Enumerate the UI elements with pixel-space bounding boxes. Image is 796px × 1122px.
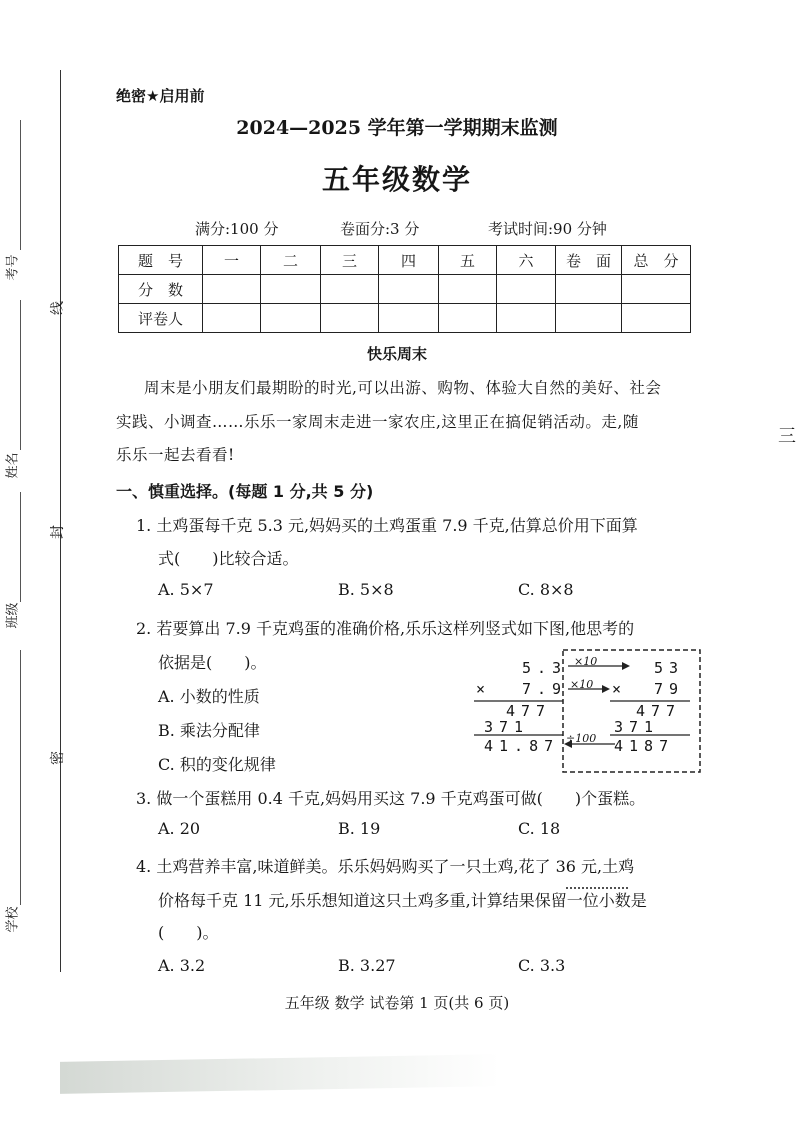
score-cell[interactable] <box>439 275 497 304</box>
q3-option-a[interactable]: A. 20 <box>158 819 201 838</box>
q1-option-b[interactable]: B. 5×8 <box>338 580 394 599</box>
arrow-head-1 <box>622 662 630 670</box>
score-cell[interactable] <box>622 275 691 304</box>
score-row <box>119 275 691 304</box>
calc-left-product: 41.87 <box>484 737 560 755</box>
calc-right-times: × <box>612 680 622 698</box>
name-field[interactable] <box>20 300 21 450</box>
arrow-head-2 <box>602 685 610 693</box>
school-field[interactable] <box>20 650 21 905</box>
class-field[interactable] <box>20 492 21 602</box>
header-cell-5: 五 <box>439 246 497 275</box>
q4-line-1: 4. 土鸡营养丰富,味道鲜美。乐乐妈妈购买了一只土鸡,花了 36 元,土鸡 <box>136 857 635 876</box>
grader-cell[interactable] <box>622 304 691 333</box>
header-cell-neatness: 卷 面 <box>556 246 622 275</box>
q2-option-a[interactable]: A. 小数的性质 <box>158 687 260 706</box>
arrow-label-3: ÷100 <box>566 732 597 745</box>
grader-cell[interactable] <box>439 304 497 333</box>
header-cell-6: 六 <box>497 246 556 275</box>
calc-right-multiplier: 79 <box>654 680 685 698</box>
seal-mark-mi: 密 <box>50 751 66 765</box>
grader-cell[interactable] <box>379 304 439 333</box>
q2-line-1: 2. 若要算出 7.9 千克鸡蛋的准确价格,乐乐这样列竖式如下图,他思考的 <box>136 619 635 638</box>
q3-option-c[interactable]: C. 18 <box>518 819 561 838</box>
header-cell-1: 一 <box>203 246 261 275</box>
calc-right-partial-2: 371 <box>614 718 660 736</box>
q1-option-c[interactable]: C. 8×8 <box>518 580 574 599</box>
q2-option-b[interactable]: B. 乘法分配律 <box>158 721 260 740</box>
next-page-marker: 三 <box>778 426 796 447</box>
q3-line-1: 3. 做一个蛋糕用 0.4 千克,妈妈用买这 7.9 千克鸡蛋可做( )个蛋糕。 <box>136 789 646 808</box>
q4-line-2-start: 价格每千克 11 元,乐乐想知道这只土鸡多重,计算结果保留 <box>158 891 567 910</box>
header-cell-2: 二 <box>261 246 321 275</box>
q1-line-2: 式( )比较合适。 <box>158 549 299 568</box>
calc-left-multiplier: 7.9 <box>522 680 568 698</box>
calc-right-partial-1: 477 <box>636 702 682 720</box>
grader-cell[interactable] <box>497 304 556 333</box>
neatness-score: 卷面分:3 分 <box>340 220 420 238</box>
exam-number-label: 考号 <box>5 254 21 281</box>
header-cell-total: 总 分 <box>622 246 691 275</box>
q4-line-2-end: 是 <box>630 891 647 910</box>
q4-option-c[interactable]: C. 3.3 <box>518 956 566 975</box>
q4-emphasis-text: 一位小数 <box>566 891 631 910</box>
q2-line-2: 依据是( )。 <box>158 653 267 672</box>
calc-left-multiplicand: 5.3 <box>522 659 568 677</box>
arrow-label-2: ×10 <box>570 678 594 691</box>
score-cell[interactable] <box>497 275 556 304</box>
binding-margin-line <box>60 70 61 972</box>
header-cell-4: 四 <box>379 246 439 275</box>
calc-right-multiplicand: 53 <box>654 659 685 677</box>
q4-emphasis <box>567 891 631 910</box>
class-label: 班级 <box>5 602 21 629</box>
story-line-3: 乐乐一起去看看! <box>116 446 235 464</box>
arrow-label-1: ×10 <box>574 655 598 668</box>
grader-cell[interactable] <box>261 304 321 333</box>
story-title: 快乐周末 <box>366 345 427 363</box>
calc-left-times: × <box>476 680 486 698</box>
score-table-header-row <box>119 246 691 275</box>
score-cell[interactable] <box>261 275 321 304</box>
school-label: 学校 <box>5 906 21 933</box>
q4-option-a[interactable]: A. 3.2 <box>158 956 206 975</box>
q1-line-1: 1. 土鸡蛋每千克 5.3 元,妈妈买的土鸡蛋重 7.9 千克,估算总价用下面算 <box>136 516 638 535</box>
score-cell[interactable] <box>379 275 439 304</box>
grader-cell[interactable] <box>321 304 379 333</box>
story-line-1: 周末是小朋友们最期盼的时光,可以出游、购物、体验大自然的美好、社会 <box>144 379 662 397</box>
grader-row-label: 评卷人 <box>119 304 203 333</box>
main-title: 五年级数学 <box>321 163 472 196</box>
story-line-2: 实践、小调查……乐乐一家周末走进一家农庄,这里正在搞促销活动。走,随 <box>116 413 639 431</box>
section-1-heading: 一、慎重选择。(每题 1 分,共 5 分) <box>116 482 374 501</box>
header-cell-question: 题 号 <box>119 246 203 275</box>
q3-option-b[interactable]: B. 19 <box>338 819 381 838</box>
grader-cell[interactable] <box>556 304 622 333</box>
q1-option-a[interactable]: A. 5×7 <box>158 580 214 599</box>
seal-mark-feng: 封 <box>50 525 66 539</box>
scan-shadow <box>60 1054 500 1094</box>
full-score: 满分:100 分 <box>195 220 279 238</box>
exam-time: 考试时间:90 分钟 <box>488 220 607 238</box>
exam-title: 2024—2025 学年第一学期期末监测 <box>236 117 558 139</box>
q4-line-2 <box>158 888 647 911</box>
score-cell[interactable] <box>556 275 622 304</box>
header-cell-3: 三 <box>321 246 379 275</box>
calc-left-partial-2: 371 <box>484 718 530 736</box>
name-label: 姓名 <box>5 452 21 479</box>
q4-line-3: ( )。 <box>158 923 219 942</box>
q2-option-c[interactable]: C. 积的变化规律 <box>158 755 276 774</box>
score-cell[interactable] <box>203 275 261 304</box>
score-cell[interactable] <box>321 275 379 304</box>
seal-mark-xian: 线 <box>50 301 66 315</box>
score-row-label: 分 数 <box>119 275 203 304</box>
confidential-mark: 绝密★启用前 <box>116 87 205 105</box>
score-table <box>118 245 691 333</box>
grader-row <box>119 304 691 333</box>
page-footer: 五年级 数学 试卷第 1 页(共 6 页) <box>284 994 510 1012</box>
calc-right-product: 4187 <box>614 737 675 755</box>
grader-cell[interactable] <box>203 304 261 333</box>
q4-option-b[interactable]: B. 3.27 <box>338 956 396 975</box>
calc-left-partial-1: 477 <box>506 702 552 720</box>
